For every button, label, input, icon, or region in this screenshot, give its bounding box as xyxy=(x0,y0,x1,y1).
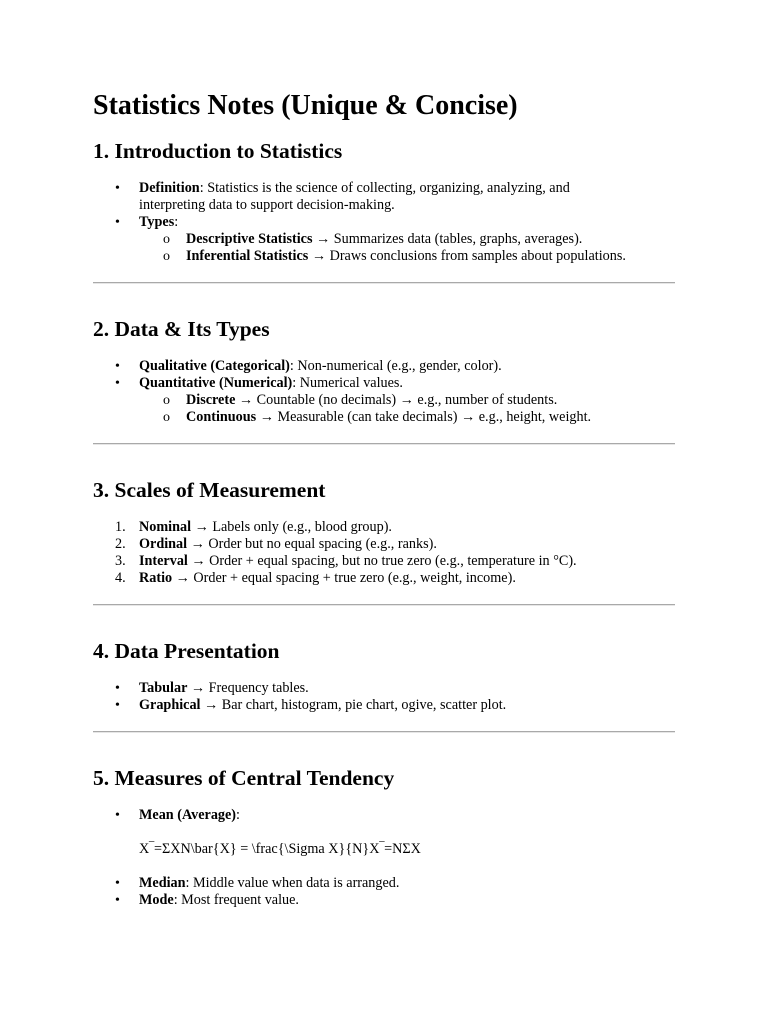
list-item xyxy=(93,807,675,824)
item-term: Ordinal xyxy=(139,536,188,552)
item-text-continued: interpreting data to support decision-making. xyxy=(139,197,395,213)
circle-bullet-icon: o xyxy=(163,232,170,247)
list-item xyxy=(93,358,675,375)
list-number: 1. xyxy=(115,519,126,535)
bullet-icon: • xyxy=(115,698,120,713)
item-term: Discrete xyxy=(186,392,236,408)
list-item xyxy=(93,875,675,892)
item-text: : Most frequent value. xyxy=(173,892,299,908)
item-text: → Labels only (e.g., blood group). xyxy=(191,519,392,535)
item-text: → Bar chart, histogram, pie chart, ogive, scatter plot. xyxy=(200,697,507,713)
section-divider xyxy=(93,443,675,445)
list-number: 2. xyxy=(115,536,126,552)
list-item xyxy=(93,892,675,909)
list-item xyxy=(93,375,675,392)
section-heading-scales: 3. Scales of Measurement xyxy=(93,478,326,502)
item-text: : Numerical values. xyxy=(292,375,403,391)
section-heading-presentation: 4. Data Presentation xyxy=(93,639,280,663)
mean-formula: X‾=ΣXN\bar{X} = \frac{\Sigma X}{N}X‾=NΣX xyxy=(139,841,421,857)
item-term: Quantitative (Numerical) xyxy=(139,375,293,391)
section-divider xyxy=(93,282,675,284)
item-term: Interval xyxy=(139,553,188,569)
item-term: Graphical xyxy=(139,697,201,713)
scales-list xyxy=(93,519,675,587)
list-item xyxy=(93,697,675,714)
list-item xyxy=(93,519,675,536)
circle-bullet-icon: o xyxy=(163,393,170,408)
list-item xyxy=(93,214,675,231)
circle-bullet-icon: o xyxy=(163,410,170,425)
item-text: → Measurable (can take decimals) → e.g., height, weight. xyxy=(256,409,592,425)
list-item xyxy=(93,536,675,553)
list-number: 4. xyxy=(115,570,126,586)
item-text: → Summarizes data (tables, graphs, averages). xyxy=(312,231,583,247)
list-item xyxy=(93,553,675,570)
item-term: Mean (Average) xyxy=(139,807,237,823)
section-heading-intro: 1. Introduction to Statistics xyxy=(93,139,343,163)
item-text: → Frequency tables. xyxy=(187,680,309,696)
central-tendency-list xyxy=(93,807,675,824)
item-text: : xyxy=(236,807,240,823)
presentation-list xyxy=(93,680,675,714)
item-text: → Countable (no decimals) → e.g., number of students. xyxy=(235,392,558,408)
section-divider xyxy=(93,731,675,733)
sub-list-item xyxy=(93,248,675,265)
page-title: Statistics Notes (Unique & Concise) xyxy=(93,90,518,121)
item-text: : Statistics is the science of collecting, organizing, analyzing, and xyxy=(199,180,570,196)
bullet-icon: • xyxy=(115,215,120,230)
item-term: Nominal xyxy=(139,519,192,535)
list-item xyxy=(93,180,675,214)
bullet-icon: • xyxy=(115,893,120,908)
intro-list xyxy=(93,180,675,265)
sub-list-item xyxy=(93,231,675,248)
bullet-icon: • xyxy=(115,181,120,196)
bullet-icon: • xyxy=(115,376,120,391)
item-term: Definition xyxy=(139,180,200,196)
section-divider xyxy=(93,604,675,606)
item-term: Tabular xyxy=(139,680,188,696)
item-text: → Order but no equal spacing (e.g., ranks). xyxy=(187,536,437,552)
item-text: → Order + equal spacing, but no true zero (e.g., temperature in °C). xyxy=(187,553,577,569)
central-tendency-list-continued xyxy=(93,875,675,909)
item-text: → Order + equal spacing + true zero (e.g., weight, income). xyxy=(172,570,516,586)
list-number: 3. xyxy=(115,553,126,569)
section-heading-data-types: 2. Data & Its Types xyxy=(93,317,270,341)
item-term: Qualitative (Categorical) xyxy=(139,358,290,374)
item-term: Types xyxy=(139,214,175,230)
item-term: Continuous xyxy=(186,409,257,425)
circle-bullet-icon: o xyxy=(163,249,170,264)
section-heading-central-tendency: 5. Measures of Central Tendency xyxy=(93,766,395,790)
data-types-list xyxy=(93,358,675,426)
item-term: Ratio xyxy=(139,570,173,586)
item-text: → Draws conclusions from samples about populations. xyxy=(308,248,626,264)
item-text: : Non-numerical (e.g., gender, color). xyxy=(289,358,502,374)
item-term: Descriptive Statistics xyxy=(186,231,313,247)
sub-list-item xyxy=(93,392,675,409)
list-item xyxy=(93,570,675,587)
bullet-icon: • xyxy=(115,876,120,891)
item-term: Inferential Statistics xyxy=(186,248,309,264)
item-text: : Middle value when data is arranged. xyxy=(185,875,400,891)
bullet-icon: • xyxy=(115,681,120,696)
sub-list-item xyxy=(93,409,675,426)
item-text: : xyxy=(174,214,179,230)
list-item xyxy=(93,680,675,697)
item-term: Mode xyxy=(139,892,174,908)
document-page xyxy=(93,86,675,909)
item-term: Median xyxy=(139,875,186,891)
bullet-icon: • xyxy=(115,808,120,823)
bullet-icon: • xyxy=(115,359,120,374)
